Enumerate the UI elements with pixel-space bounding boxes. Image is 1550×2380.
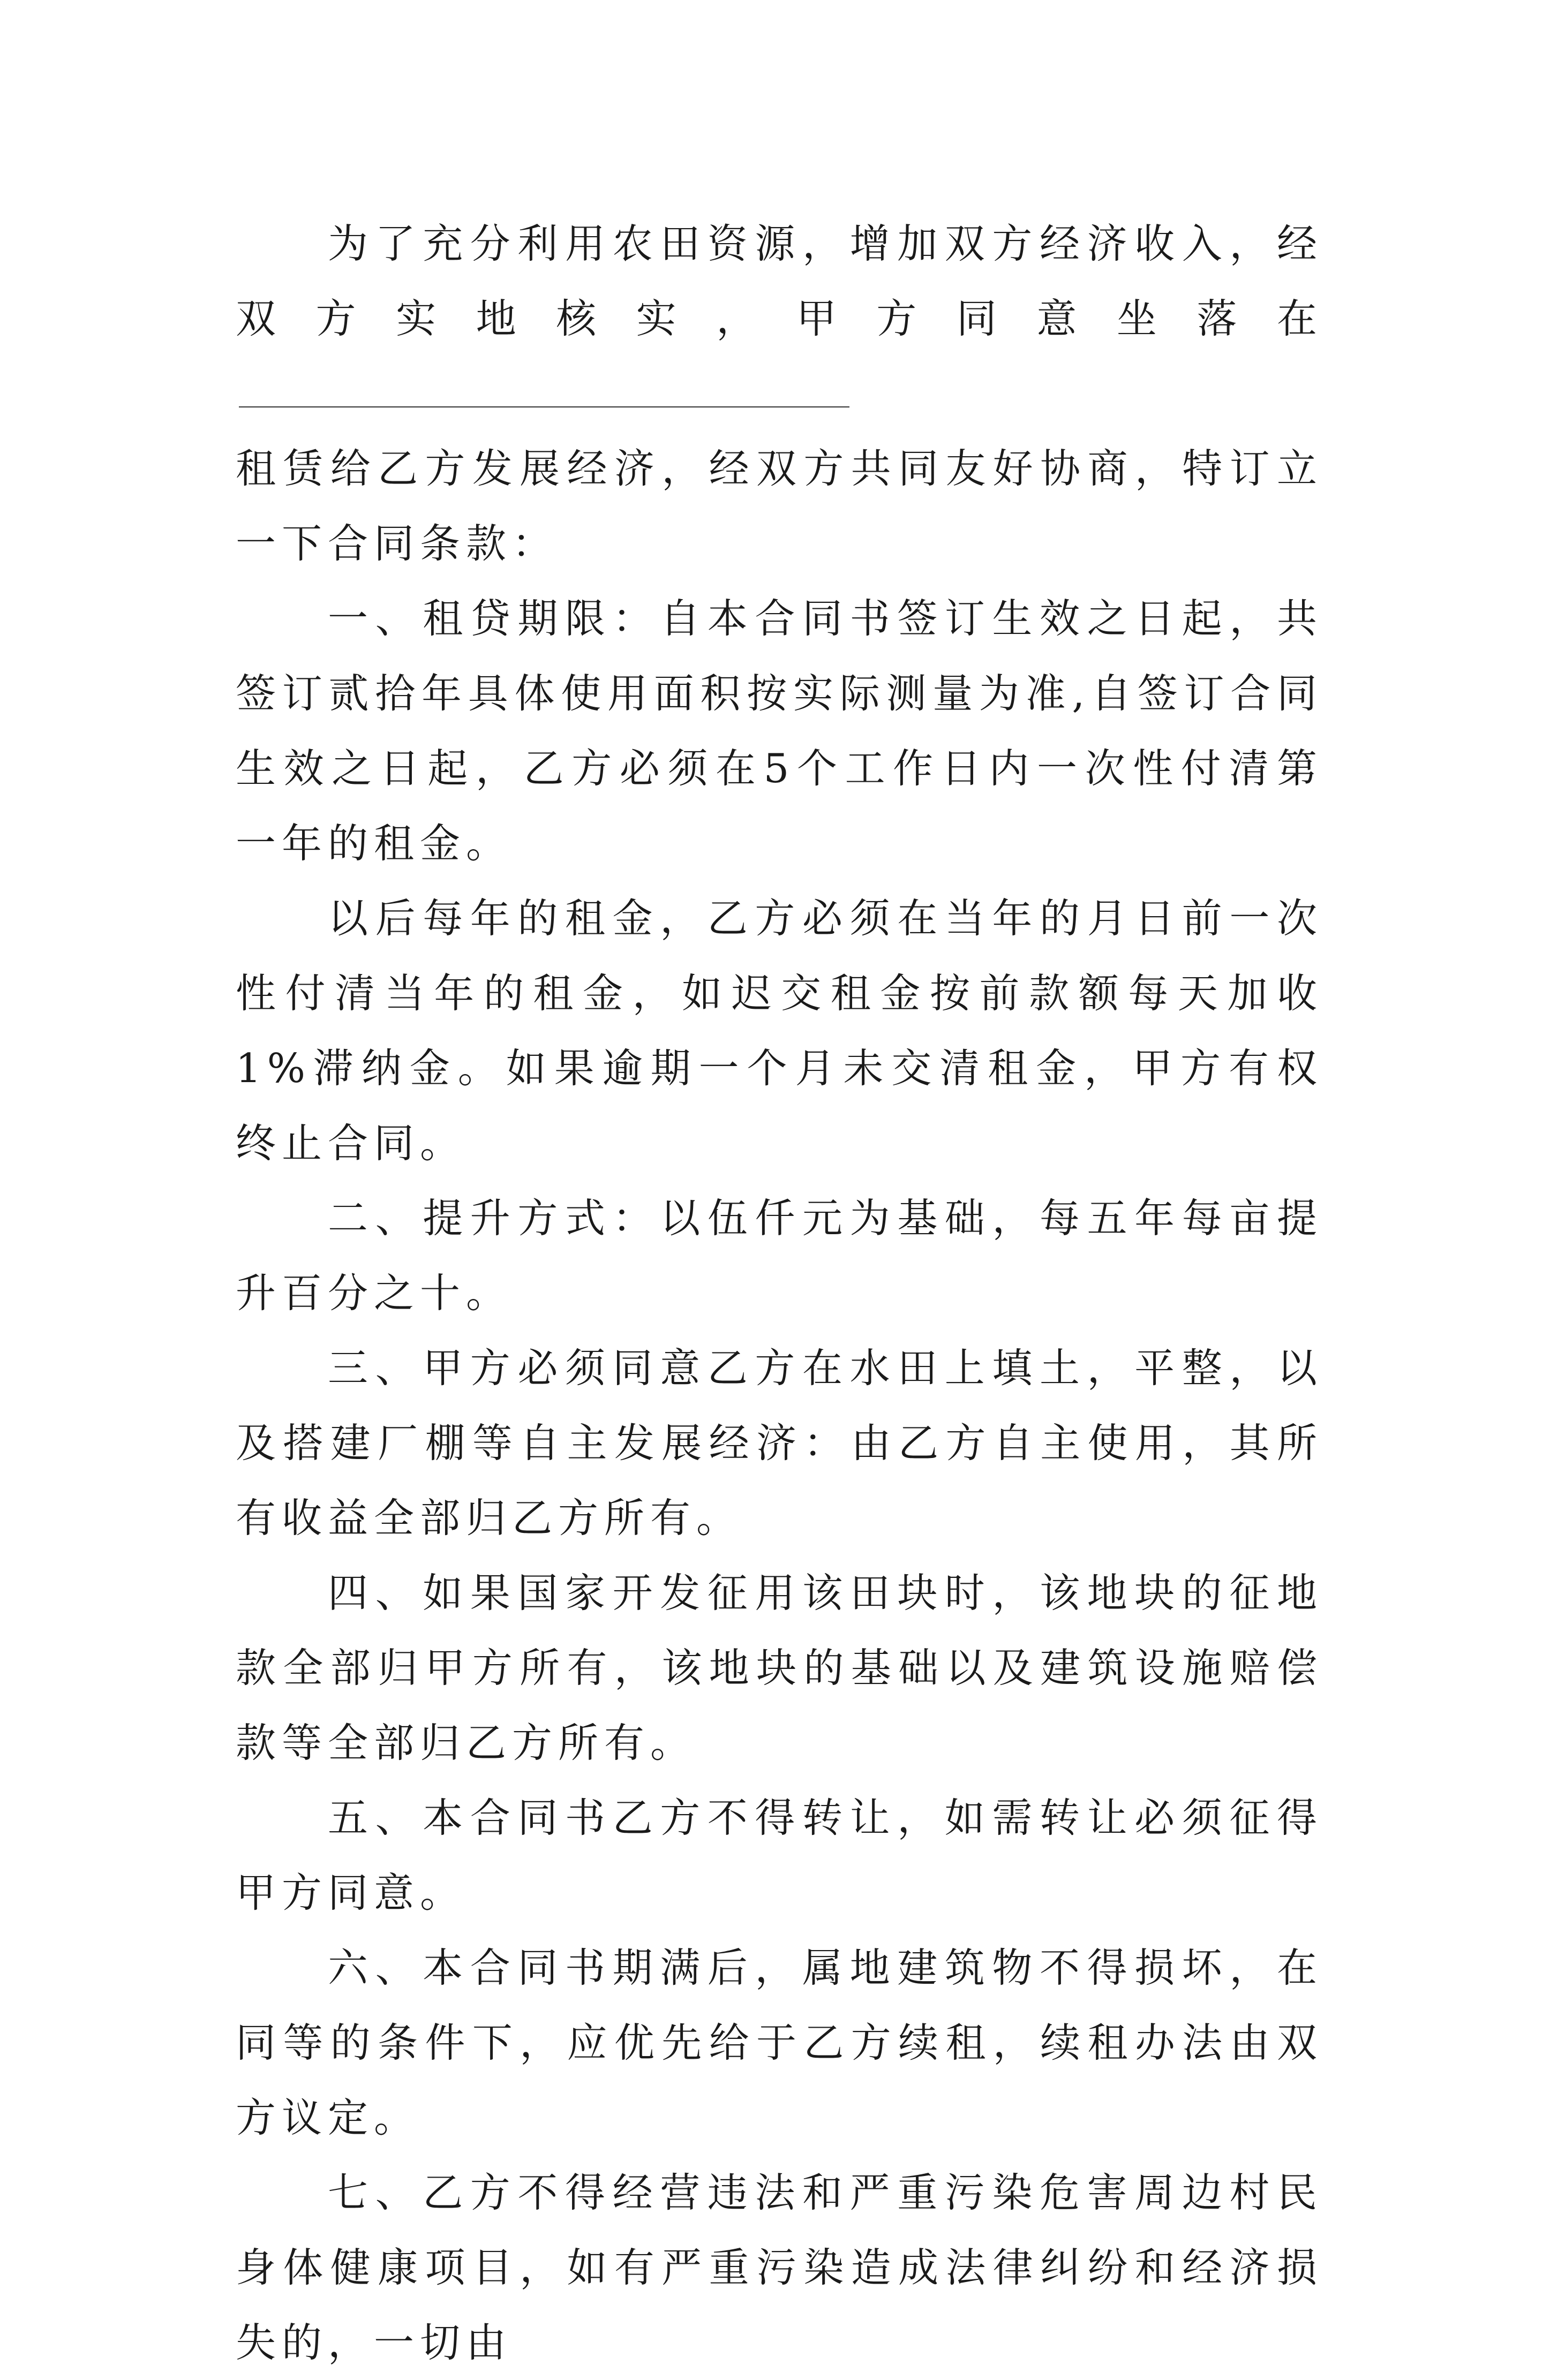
intro-text-part2: 租赁给乙方发展经济，经双方共同友好协商，特订立一下合同条款： [236,445,1323,567]
clause-2-increase: 二、提升方式：以伍仟元为基础，每五年每亩提升百分之十。 [236,1195,1323,1317]
clause-1-term: 一、租贷期限：自本合同书签订生效之日起，共签订贰拾年具体使用面积按实际测量为准,自签订合同生效之日起，乙方必须在5个工作日内一次性付清第一年的租金。 [236,595,1323,867]
clause-6-renewal: 六、本合同书期满后，属地建筑物不得损坏，在同等的条件下，应优先给于乙方续租，续租办法由双方议定。 [236,1944,1323,2141]
clause-5-transfer: 五、本合同书乙方不得转让，如需转让必须征得甲方同意。 [236,1794,1323,1916]
intro-text-part1: 为了充分利用农田资源，增加双方经济收入，经双方实地核实，甲方同意坐落在 [236,220,1323,342]
clause-1-rent-payment: 以后每年的租金，乙方必须在当年的月日前一次性付清当年的租金，如迟交租金按前款额每天加收1%滞纳金。如果逾期一个月未交清租金，甲方有权终止合同。 [236,895,1323,1167]
contract-body [236,206,1323,2380]
clause-3-land-use: 三、甲方必须同意乙方在水田上填土，平整，以及搭建厂棚等自主发展经济：由乙方自主使用，其所有收益全部归乙方所有。 [236,1344,1323,1542]
clause-7-pollution: 七、乙方不得经营违法和严重污染危害周边村民身体健康项目，如有严重污染造成法律纠纷和经济损失的，一切由 [236,2169,1323,2366]
clause-4-expropriation: 四、如果国家开发征用该田块时，该地块的征地款全部归甲方所有，该地块的基础以及建筑设施赔偿款等全部归乙方所有。 [236,1569,1323,1766]
location-blank-line [239,405,849,407]
intro-paragraph [236,206,1323,581]
